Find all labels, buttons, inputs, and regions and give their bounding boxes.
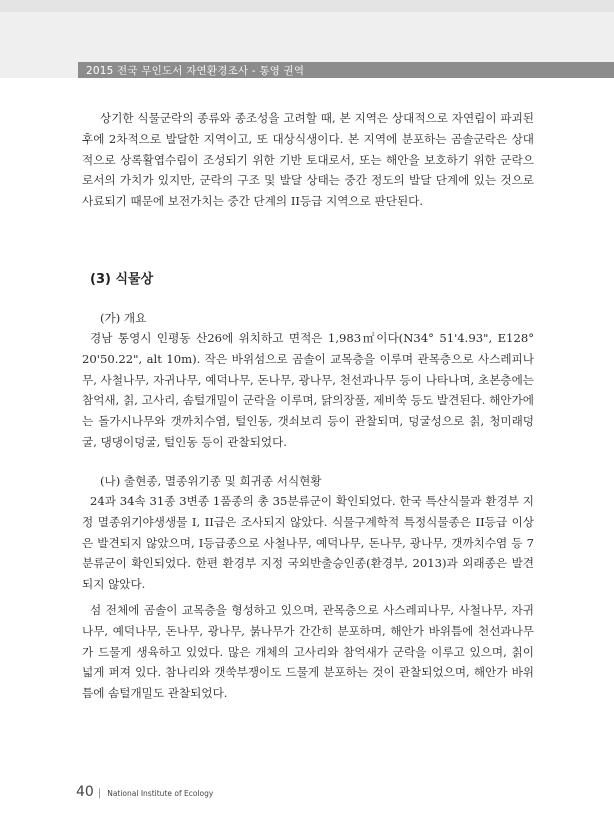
subheading-overview: (가) 개요: [100, 311, 147, 325]
subheading-species: (나) 출현종, 멸종위기종 및 희귀종 서식현황: [100, 474, 322, 488]
page-footer: [76, 781, 213, 800]
section-heading-flora: (3) 식물상: [90, 272, 154, 287]
footer-separator: |: [97, 788, 102, 799]
running-header-title: 2015 전국 무인도서 자연환경조사 - 통영 권역: [86, 65, 305, 77]
habitat-paragraph: 섬 전체에 곰솔이 교목층을 형성하고 있으며, 관목층으로 사스레피나무, 사철나무, 자귀나무, 예덕나무, 돈나무, 광나무, 붉나무가 간간히 분포하며, 해안가 바위틈에 천선과나무가 드물게 생육하고 있었다. 많은 개체의 고사리와 참억새가 군락을 이루고 있으며, 칡이 넓게 퍼져 있다. 참나리와 갯쑥부쟁이도 드물게 분포하는 것이 관찰되었으며, 해안가 바위틈에 솜털개밀도 관찰되었다.: [82, 603, 534, 701]
intro-paragraph: 상기한 식물군락의 종류와 종조성을 고려할 때, 본 지역은 상대적으로 자연림이 파괴된 후에 2차적으로 발달한 지역이고, 또 대상식생이다. 본 지역에 분포하는 곰솔군락은 상대적으로 상록활엽수림이 조성되기 위한 기반 토대로서, 또는 해안을 보호하기 위한 군락으로서의 가치가 있지만, 군락의 구조 및 발달 상태는 중간 정도의 발달 단계에 있는 것으로 사료되기 때문에 보전가치는 중간 단계의 II등급 지역으로 판단된다.: [82, 111, 534, 209]
footer-institute: National Institute of Ecology: [107, 789, 214, 798]
overview-paragraph: 경남 통영시 인평동 산26에 위치하고 면적은 1,983㎡이다(N34° 51'4.93", E128° 20'50.22", alt 10m). 작은 바위섬으로 곰솔이 교목층을 이루며 관목층으로 사스레피나무, 사철나무, 자귀나무, 예덕나무, 돈나무, 광나무, 천선과나무 등이 나타나며, 초본층에는 참억새, 칡, 고사리, 솜털개밀이 군락을 이루며, 닭의장풀, 제비쑥 등도 발견된다. 해안가에는 돌가시나무와 갯까치수염, 털인동, 갯쇠보리 등이 관찰되며, 덩굴성으로 칡, 청미래덩굴, 댕댕이덩굴, 털인동 등이 관찰되었다.: [82, 331, 534, 449]
page-number: 40: [76, 784, 94, 800]
species-paragraph: 24과 34속 31종 3변종 1품종의 총 35분류군이 확인되었다. 한국 특산식물과 환경부 지정 멸종위기야생생물 I, II급은 조사되지 않았다. 식물구계학적 특정식물종은 II등급 이상은 발견되지 않았으며, I등급종으로 사철나무, 예덕나무, 돈나무, 광나무, 갯까치수염 등 7분류군이 확인되었다. 한편 환경부 지정 국외반출승인종(환경부, 2013)과 외래종은 발견되지 않았다.: [82, 494, 534, 592]
